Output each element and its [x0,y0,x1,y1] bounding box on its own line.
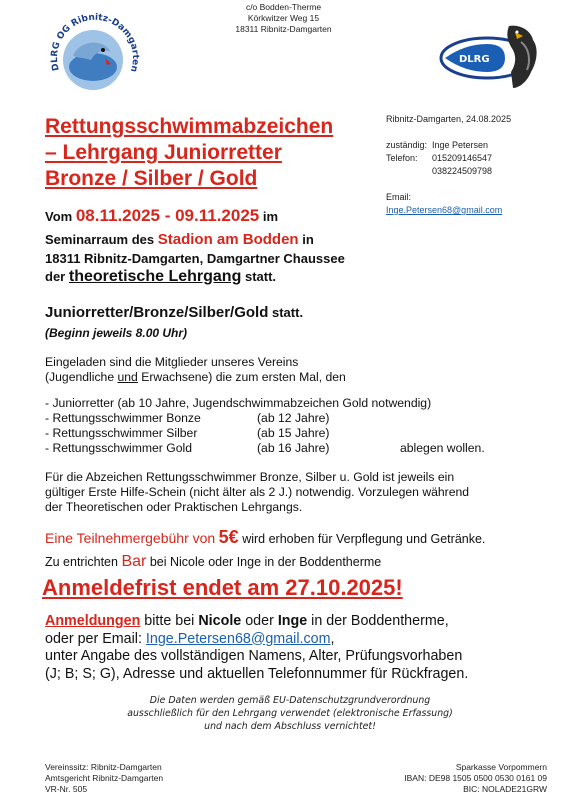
privacy-line-3: und nach dem Abschluss vernichtet! [204,721,376,732]
responsible-value: Inge Petersen [432,140,489,150]
title-line-2: – Lehrgang Juniorretter [45,141,282,164]
registration-comma: , [330,630,335,647]
footer-left [45,762,163,795]
course-line [45,268,276,286]
pay-text-1: Zu entrichten [45,555,118,569]
privacy-notice [45,694,535,733]
footer-right-3: BIC: NOLADE21GRW [463,784,547,794]
footer-right-1: Sparkasse Vorpommern [455,762,547,772]
registration-line-4: (J; B; S; G), Adresse und aktuellen Telefonnummer für Rückfragen. [45,665,469,682]
im-text: im [262,209,279,224]
registration-paragraph [45,613,468,683]
list-item-extra: ablegen wollen. [400,441,485,455]
statt-text: statt. [244,269,277,284]
list-item-name: - Rettungsschwimmer Bonze [45,411,201,425]
registration-email-prefix: oder per Email: [45,630,146,647]
in-text: in [302,232,314,247]
list-item [45,411,485,426]
title-line-1: Rettungsschwimmabzeichen [45,115,334,138]
registration-text-1: bitte bei [140,613,199,629]
list-item-age: (ab 16 Jahre) [257,441,330,455]
start-time: (Beginn jeweils 8.00 Uhr) [45,326,188,340]
payment-line [45,554,381,570]
list-item-age: (ab 15 Jahre) [257,426,330,440]
registration-email-link[interactable]: Inge.Petersen68@gmail.com [145,630,331,647]
invite-line-1: Eingeladen sind die Mitglieder unseres Vereins [45,355,299,369]
der-text: der [45,269,66,284]
registration-text-3: in der Boddentherme, [307,613,449,629]
registration-label: Anmeldungen [45,613,141,629]
requirements-line-3: der Theoretischen oder Praktischen Lehrgangs. [45,500,303,514]
pay-text-2: bei Nicole oder Inge in der Boddentherme [149,555,382,569]
invite-line-2-b: Erwachsene) die zum ersten Mal, den [141,370,346,384]
vom-text: Vom [45,209,73,224]
page-title [45,114,333,192]
levels-statt: statt. [272,305,304,320]
venue-line [45,231,314,248]
event-date-line [45,206,278,226]
invite-paragraph [45,355,346,385]
list-item-name: - Rettungsschwimmer Silber [45,426,198,440]
list-item-name: - Rettungsschwimmer Gold [45,441,192,455]
address-line-3: 18311 Ribnitz-Damgarten [235,24,332,34]
privacy-line-2: ausschließlich für den Lehrgang verwendet (elektronische Erfassung) [127,708,453,719]
footer-right [404,762,547,795]
fee-text-1: Eine Teilnehmergebühr von [45,530,216,546]
list-item: - Juniorretter (ab 10 Jahre, Jugendschwimmabzeichen Gold notwendig) [45,396,432,410]
footer-left-2: Amtsgericht Ribnitz-Damgarten [45,773,164,783]
room-prefix: Seminarraum des [45,232,155,247]
phone-label: Telefon: [386,153,418,163]
levels: Juniorretter/Bronze/Silber/Gold [45,304,269,321]
title-line-3: Bronze / Silber / Gold [45,167,258,190]
logo-left-text: DLRG OG Ribnitz-Damgarten [49,12,141,74]
footer-right-2: IBAN: DE98 1505 0500 0530 0161 09 [404,773,547,783]
place-date: Ribnitz-Damgarten, 24.08.2025 [386,114,512,124]
phone-1: 015209146547 [432,153,493,163]
event-address: 18311 Ribnitz-Damgarten, Damgartner Chaussee [45,251,345,266]
list-item [45,426,485,441]
invite-line-2-a: (Jugendliche [45,370,115,384]
list-item [45,441,485,456]
privacy-line-1: Die Daten werden gemäß EU-Datenschutzgrundverordnung [149,695,431,706]
contact-info [386,113,511,217]
level-list [45,396,485,456]
registration-line-2 [45,631,468,649]
fee-text-2: wird erhoben für Verpflegung und Getränke. [242,532,486,546]
registration-line-1 [45,613,468,631]
dlrg-eagle-logo [435,22,545,92]
pay-bar: Bar [121,553,147,570]
requirements-paragraph [45,470,469,515]
fee-line [45,527,486,547]
dlrg-og-logo [45,12,145,112]
venue-name: Stadion am Bodden [157,231,299,248]
course-type: theoretische Lehrgang [68,268,242,285]
contact-inge: Inge [277,613,308,629]
footer-left-3: VR-Nr. 505 [45,784,88,794]
phone-2: 038224509798 [432,166,493,176]
fee-amount: 5€ [218,527,239,547]
email-label: Email: [386,192,412,202]
invite-line-2 [45,370,346,385]
event-dates: 08.11.2025 - 09.11.2025 [75,206,260,225]
footer-left-1: Vereinssitz: Ribnitz-Damgarten [45,762,162,772]
requirements-line-2: gültiger Erste Hilfe-Schein (nicht älter als 2 J.) notwendig. Vorzulegen während [45,485,470,499]
contact-nicole: Nicole [198,613,242,629]
invite-und: und [117,370,138,384]
requirements-line-1: Für die Abzeichen Rettungsschwimmer Bronze, Silber u. Gold ist jeweils ein [45,470,455,484]
registration-deadline: Anmeldefrist endet am 27.10.2025! [42,575,403,600]
address-line-1: c/o Bodden-Therme [245,2,322,12]
registration-line-3: unter Angabe des vollständigen Namens, Alter, Prüfungsvorhaben [45,648,463,664]
email-link[interactable]: Inge.Petersen68@gmail.com [386,205,503,215]
responsible-label: zuständig: [386,140,428,150]
logo-right-text: DLRG [459,54,490,65]
list-item-age: (ab 12 Jahre) [257,411,330,425]
address-line-2: Körkwitzer Weg 15 [247,13,320,23]
levels-line [45,304,303,321]
registration-text-2: oder [241,613,278,629]
